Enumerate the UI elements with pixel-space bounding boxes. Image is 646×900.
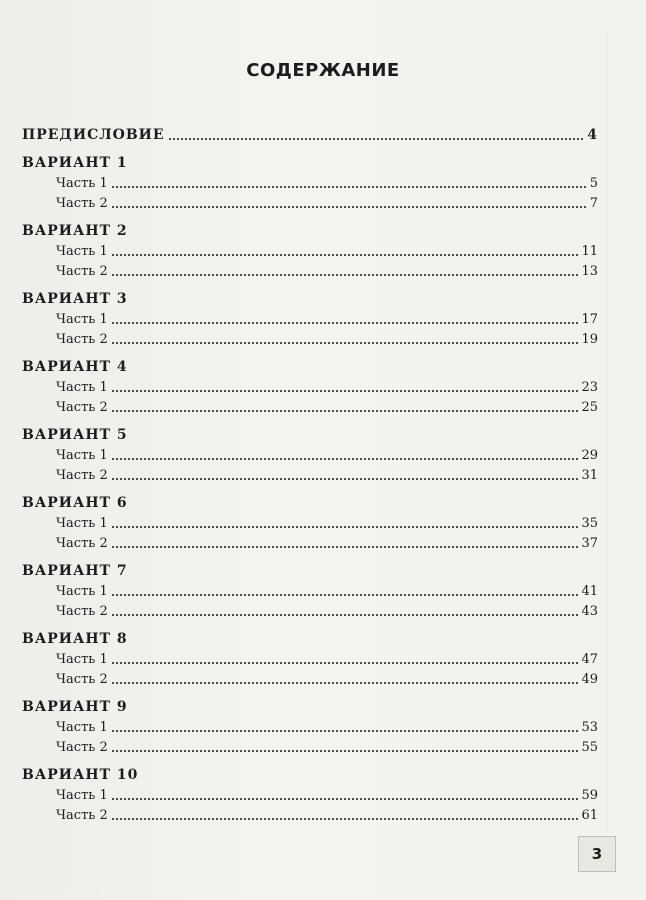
toc-entry: [22, 534, 598, 554]
toc-entry-label: Часть 1: [56, 380, 108, 395]
toc-entry: [22, 466, 598, 486]
dot-leader: [111, 458, 579, 460]
toc-page-number: 29: [581, 448, 598, 463]
toc-section-label: ВАРИАНТ 10: [22, 767, 139, 783]
toc-entry-label: Часть 2: [56, 604, 108, 619]
toc-entry: [22, 650, 598, 670]
toc-section-label: ВАРИАНТ 6: [22, 495, 128, 511]
toc-section: [22, 356, 598, 378]
toc-entry: [22, 310, 598, 330]
dot-leader: [111, 390, 579, 392]
toc-page-number: 43: [581, 604, 598, 619]
toc-page-number: 55: [581, 740, 598, 755]
toc-entry: [22, 194, 598, 214]
dot-leader: [111, 594, 579, 596]
toc-page-number: 13: [581, 264, 598, 279]
toc-page-number: 31: [581, 468, 598, 483]
toc-section: [22, 560, 598, 582]
toc-page-number: 59: [581, 788, 598, 803]
toc-entry-label: Часть 2: [56, 740, 108, 755]
toc-page-number: 7: [589, 196, 598, 211]
page-number: 3: [578, 836, 616, 872]
dot-leader: [111, 682, 579, 684]
toc-entry-label: Часть 1: [56, 516, 108, 531]
toc-page-number: 4: [587, 127, 598, 143]
toc-page-number: 41: [581, 584, 598, 599]
dot-leader: [111, 614, 579, 616]
toc-entry-label: Часть 1: [56, 244, 108, 259]
dot-leader: [111, 186, 587, 188]
toc-section-label: ВАРИАНТ 1: [22, 155, 128, 171]
table-of-contents: [22, 124, 598, 826]
toc-entry-label: Часть 2: [56, 332, 108, 347]
toc-section: [22, 628, 598, 650]
toc-section-label: ВАРИАНТ 5: [22, 427, 128, 443]
toc-section: [22, 124, 598, 146]
dot-leader: [111, 478, 579, 480]
toc-section-label: ВАРИАНТ 2: [22, 223, 128, 239]
toc-entry: [22, 806, 598, 826]
toc-section: [22, 424, 598, 446]
toc-section: [22, 220, 598, 242]
toc-entry: [22, 378, 598, 398]
toc-entry-label: Часть 2: [56, 468, 108, 483]
toc-entry: [22, 602, 598, 622]
toc-entry-label: Часть 2: [56, 808, 108, 823]
toc-entry-label: Часть 1: [56, 448, 108, 463]
toc-entry-label: Часть 1: [56, 788, 108, 803]
page-title: СОДЕРЖАНИЕ: [246, 60, 400, 82]
toc-entry-label: Часть 2: [56, 400, 108, 415]
toc-page-number: 61: [581, 808, 598, 823]
dot-leader: [111, 546, 579, 548]
dot-leader: [111, 818, 579, 820]
toc-entry-label: Часть 1: [56, 720, 108, 735]
toc-page-number: 35: [581, 516, 598, 531]
toc-page-number: 53: [581, 720, 598, 735]
toc-entry-label: Часть 1: [56, 312, 108, 327]
toc-entry: [22, 670, 598, 690]
toc-page-number: 11: [581, 244, 598, 259]
toc-entry-label: Часть 1: [56, 652, 108, 667]
toc-page-number: 25: [581, 400, 598, 415]
dot-leader: [111, 750, 579, 752]
toc-entry-label: Часть 2: [56, 196, 108, 211]
toc-section-label: ВАРИАНТ 4: [22, 359, 128, 375]
dot-leader: [111, 798, 579, 800]
toc-entry: [22, 174, 598, 194]
toc-page-number: 5: [589, 176, 598, 191]
toc-section: [22, 288, 598, 310]
toc-section-label: ПРЕДИСЛОВИЕ: [22, 127, 165, 143]
toc-page-number: 17: [581, 312, 598, 327]
toc-entry: [22, 398, 598, 418]
toc-entry: [22, 718, 598, 738]
toc-page-number: 37: [581, 536, 598, 551]
toc-page-number: 47: [581, 652, 598, 667]
toc-section: [22, 152, 598, 174]
toc-section: [22, 492, 598, 514]
dot-leader: [111, 410, 579, 412]
toc-entry: [22, 242, 598, 262]
toc-entry: [22, 582, 598, 602]
toc-entry: [22, 330, 598, 350]
toc-entry-label: Часть 2: [56, 672, 108, 687]
toc-section: [22, 764, 598, 786]
dot-leader: [111, 526, 579, 528]
toc-section-label: ВАРИАНТ 9: [22, 699, 128, 715]
dot-leader: [111, 730, 579, 732]
dot-leader: [168, 138, 585, 140]
toc-page-number: 19: [581, 332, 598, 347]
toc-entry: [22, 514, 598, 534]
toc-entry: [22, 262, 598, 282]
dot-leader: [111, 322, 579, 324]
toc-section-label: ВАРИАНТ 3: [22, 291, 128, 307]
dot-leader: [111, 274, 579, 276]
dot-leader: [111, 254, 579, 256]
toc-entry-label: Часть 2: [56, 264, 108, 279]
toc-page-number: 23: [581, 380, 598, 395]
toc-entry-label: Часть 1: [56, 584, 108, 599]
bleed-through-rule: [606, 32, 607, 832]
toc-section: [22, 696, 598, 718]
toc-entry-label: Часть 1: [56, 176, 108, 191]
toc-entry: [22, 738, 598, 758]
dot-leader: [111, 662, 579, 664]
toc-entry: [22, 786, 598, 806]
toc-section-label: ВАРИАНТ 7: [22, 563, 128, 579]
toc-entry-label: Часть 2: [56, 536, 108, 551]
toc-section-label: ВАРИАНТ 8: [22, 631, 128, 647]
toc-entry: [22, 446, 598, 466]
toc-page-number: 49: [581, 672, 598, 687]
dot-leader: [111, 206, 587, 208]
dot-leader: [111, 342, 579, 344]
